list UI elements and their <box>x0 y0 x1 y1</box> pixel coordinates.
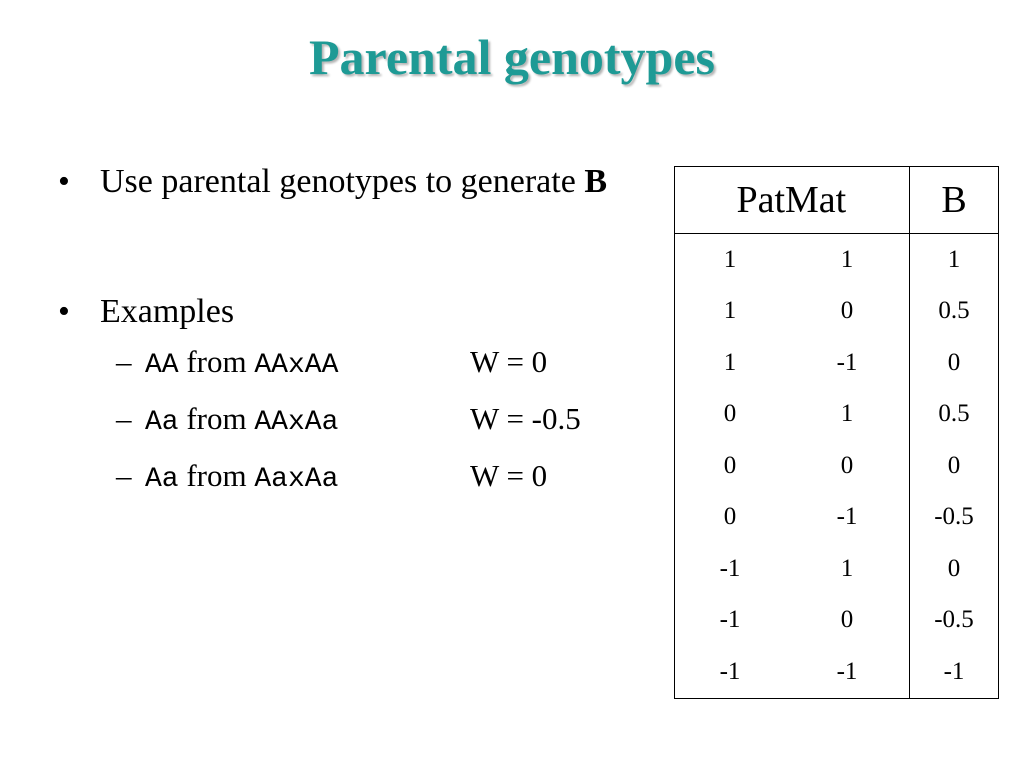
example-text <box>145 399 338 443</box>
dash-icon: – <box>116 344 132 379</box>
slide-title: Parental genotypes <box>309 29 715 85</box>
cell-b: 0 <box>910 440 999 492</box>
cell-mat: -1 <box>836 348 858 376</box>
cell-pat: -1 <box>719 554 741 582</box>
example-item <box>58 456 658 513</box>
table-row <box>675 337 999 389</box>
w-value: W = 0 <box>470 458 548 493</box>
child-genotype: Aa <box>145 407 179 438</box>
cell-pat: -1 <box>719 657 741 685</box>
table-row <box>675 646 999 698</box>
dash-icon: – <box>116 458 132 493</box>
example-text <box>145 342 338 386</box>
cell-b: 0 <box>910 337 999 389</box>
cell-mat: -1 <box>836 503 858 531</box>
cell-mat: 0 <box>840 297 854 325</box>
bullet-list <box>58 156 658 513</box>
cell-pat: 0 <box>723 503 737 531</box>
cell-b: 0 <box>910 543 999 595</box>
genotype-table <box>674 166 999 699</box>
child-genotype: Aa <box>145 464 179 495</box>
dash-icon: – <box>116 401 132 436</box>
bullet-bold-text: B <box>584 163 607 200</box>
example-list <box>58 342 658 513</box>
cell-pat: 1 <box>723 348 737 376</box>
parent-cross: AaxAa <box>254 464 339 495</box>
cell-b: 1 <box>910 234 999 286</box>
cell-pat: 1 <box>723 297 737 325</box>
from-word: from <box>186 344 247 379</box>
parent-cross: AAxAA <box>254 350 339 381</box>
cell-mat: 0 <box>840 606 854 634</box>
cell-b: -0.5 <box>910 595 999 647</box>
header-mat: Mat <box>785 167 910 234</box>
from-word: from <box>186 401 247 436</box>
cell-mat: 1 <box>840 400 854 428</box>
bullet-item <box>58 156 658 208</box>
child-genotype: AA <box>145 350 179 381</box>
cell-pat: 0 <box>723 451 737 479</box>
cell-mat: 0 <box>840 451 854 479</box>
table-row <box>675 234 999 286</box>
w-value: W = 0 <box>470 344 548 379</box>
table-row <box>675 595 999 647</box>
bullet-item <box>58 286 658 338</box>
cell-mat: 1 <box>840 245 854 273</box>
header-b: B <box>910 167 999 234</box>
table-row <box>675 492 999 544</box>
table-row <box>675 440 999 492</box>
from-word: from <box>186 458 247 493</box>
w-value: W = -0.5 <box>470 401 581 436</box>
cell-mat: 1 <box>840 554 854 582</box>
cell-b: -0.5 <box>910 492 999 544</box>
table-row <box>675 286 999 338</box>
bullet-text: Use parental genotypes to generate <box>100 163 576 200</box>
cell-pat: 0 <box>723 400 737 428</box>
header-pat: Pat <box>675 167 786 234</box>
table-row <box>675 389 999 441</box>
cell-b: -1 <box>910 646 999 698</box>
example-item <box>58 399 658 456</box>
cell-b: 0.5 <box>910 389 999 441</box>
example-text <box>145 456 338 500</box>
parent-cross: AAxAa <box>254 407 339 438</box>
cell-b: 0.5 <box>910 286 999 338</box>
bullet-dot-icon: • <box>58 293 70 330</box>
table-row <box>675 543 999 595</box>
cell-pat: 1 <box>723 245 737 273</box>
cell-mat: -1 <box>836 657 858 685</box>
example-item <box>58 342 658 399</box>
bullet-dot-icon: • <box>58 163 70 200</box>
bullet-text: Examples <box>100 293 235 330</box>
table-header-row <box>675 167 999 234</box>
cell-pat: -1 <box>719 606 741 634</box>
